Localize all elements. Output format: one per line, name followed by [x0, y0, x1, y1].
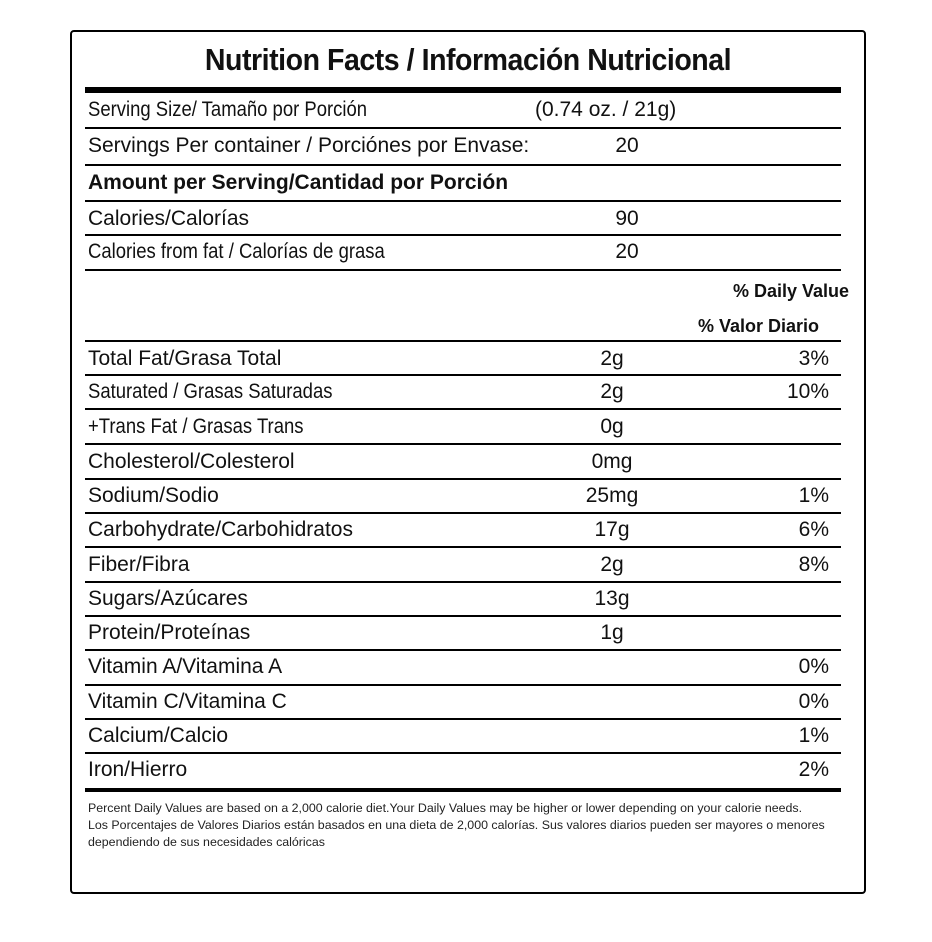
nutrient-label: Iron/Hierro	[88, 758, 188, 781]
nutrient-amount: 17g	[594, 518, 630, 541]
nutrient-label: Fiber/Fibra	[88, 553, 190, 576]
nutrient-daily-value: 0%	[798, 655, 829, 678]
nutrient-amount: 13g	[594, 587, 630, 610]
serving-size-label: Serving Size/ Tamaño por Porción	[88, 98, 368, 121]
nutrient-row	[85, 650, 841, 684]
nutrient-amount: 2g	[600, 380, 624, 403]
label-title: Nutrition Facts / Información Nutricional	[204, 42, 732, 77]
nutrient-row	[85, 616, 841, 650]
nutrient-daily-value: 1%	[798, 484, 829, 507]
nutrient-row	[85, 479, 841, 513]
nutrient-amount: 2g	[600, 347, 624, 370]
nutrient-amount: 0g	[600, 415, 624, 438]
footnote	[88, 800, 848, 851]
divider	[85, 269, 841, 271]
nutrient-label: Vitamin A/Vitamina A	[88, 655, 283, 678]
servings-per-container-value: 20	[615, 134, 639, 157]
nutrient-label: Total Fat/Grasa Total	[88, 347, 282, 370]
nutrient-daily-value: 8%	[798, 553, 829, 576]
amount-per-serving-row	[85, 166, 841, 200]
nutrient-daily-value: 1%	[798, 724, 829, 747]
daily-value-header-es: % Valor Diario	[697, 316, 819, 336]
nutrient-daily-value: 3%	[798, 347, 829, 370]
nutrient-label: Protein/Proteínas	[88, 621, 251, 644]
nutrient-label: Sodium/Sodio	[88, 484, 219, 507]
footnote-english: Percent Daily Values are based on a 2,000 calorie diet.Your Daily Values may be higher or lower depending on your calorie needs.	[88, 801, 803, 815]
nutrient-row	[85, 719, 841, 753]
nutrient-row	[85, 685, 841, 719]
nutrient-amount: 25mg	[585, 484, 639, 507]
calories-from-fat-label: Calories from fat / Calorías de grasa	[88, 240, 385, 263]
nutrient-amount: 0mg	[591, 450, 633, 473]
calories-from-fat-row	[85, 235, 841, 269]
calories-value: 90	[615, 207, 639, 230]
nutrient-row	[85, 342, 841, 376]
servings-per-container-label: Servings Per container / Porciónes por Envase:	[88, 134, 530, 157]
nutrient-daily-value: 0%	[798, 690, 829, 713]
nutrient-row	[85, 582, 841, 616]
nutrient-daily-value: 10%	[786, 380, 829, 403]
nutrient-label: Vitamin C/Vitamina C	[88, 690, 287, 713]
nutrient-label: Saturated / Grasas Saturadas	[88, 380, 333, 403]
calories-row	[85, 202, 841, 236]
nutrient-label: Sugars/Azúcares	[88, 587, 248, 610]
calories-label: Calories/Calorías	[88, 207, 250, 230]
nutrient-amount: 2g	[600, 553, 624, 576]
nutrient-label: +Trans Fat / Grasas Trans	[88, 415, 304, 438]
servings-per-container-row	[85, 129, 841, 163]
nutrient-daily-value: 2%	[798, 758, 829, 781]
nutrient-row	[85, 375, 841, 409]
nutrient-row	[85, 410, 841, 444]
nutrient-row	[85, 548, 841, 582]
nutrient-label: Calcium/Calcio	[88, 724, 229, 747]
nutrition-label	[70, 30, 866, 894]
serving-size-row	[85, 93, 841, 127]
nutrient-row	[85, 445, 841, 479]
amount-per-serving-heading: Amount per Serving/Cantidad por Porción	[88, 171, 509, 194]
daily-value-header-en: % Daily Value	[732, 281, 849, 301]
nutrient-amount: 1g	[600, 621, 624, 644]
serving-size-value: (0.74 oz. / 21g)	[535, 98, 677, 121]
footnote-spanish: Los Porcentajes de Valores Diarios están basados en una dieta de 2,000 calorías. Sus valores diarios pueden ser mayores o menores dependiendo de sus necesidades calóricas	[88, 818, 825, 849]
nutrient-row	[85, 513, 841, 547]
nutrient-label: Cholesterol/Colesterol	[88, 450, 295, 473]
nutrient-row	[85, 753, 841, 787]
footnote-divider	[85, 788, 841, 792]
calories-from-fat-value: 20	[615, 240, 639, 263]
nutrient-daily-value: 6%	[798, 518, 829, 541]
nutrient-label: Carbohydrate/Carbohidratos	[88, 518, 353, 541]
